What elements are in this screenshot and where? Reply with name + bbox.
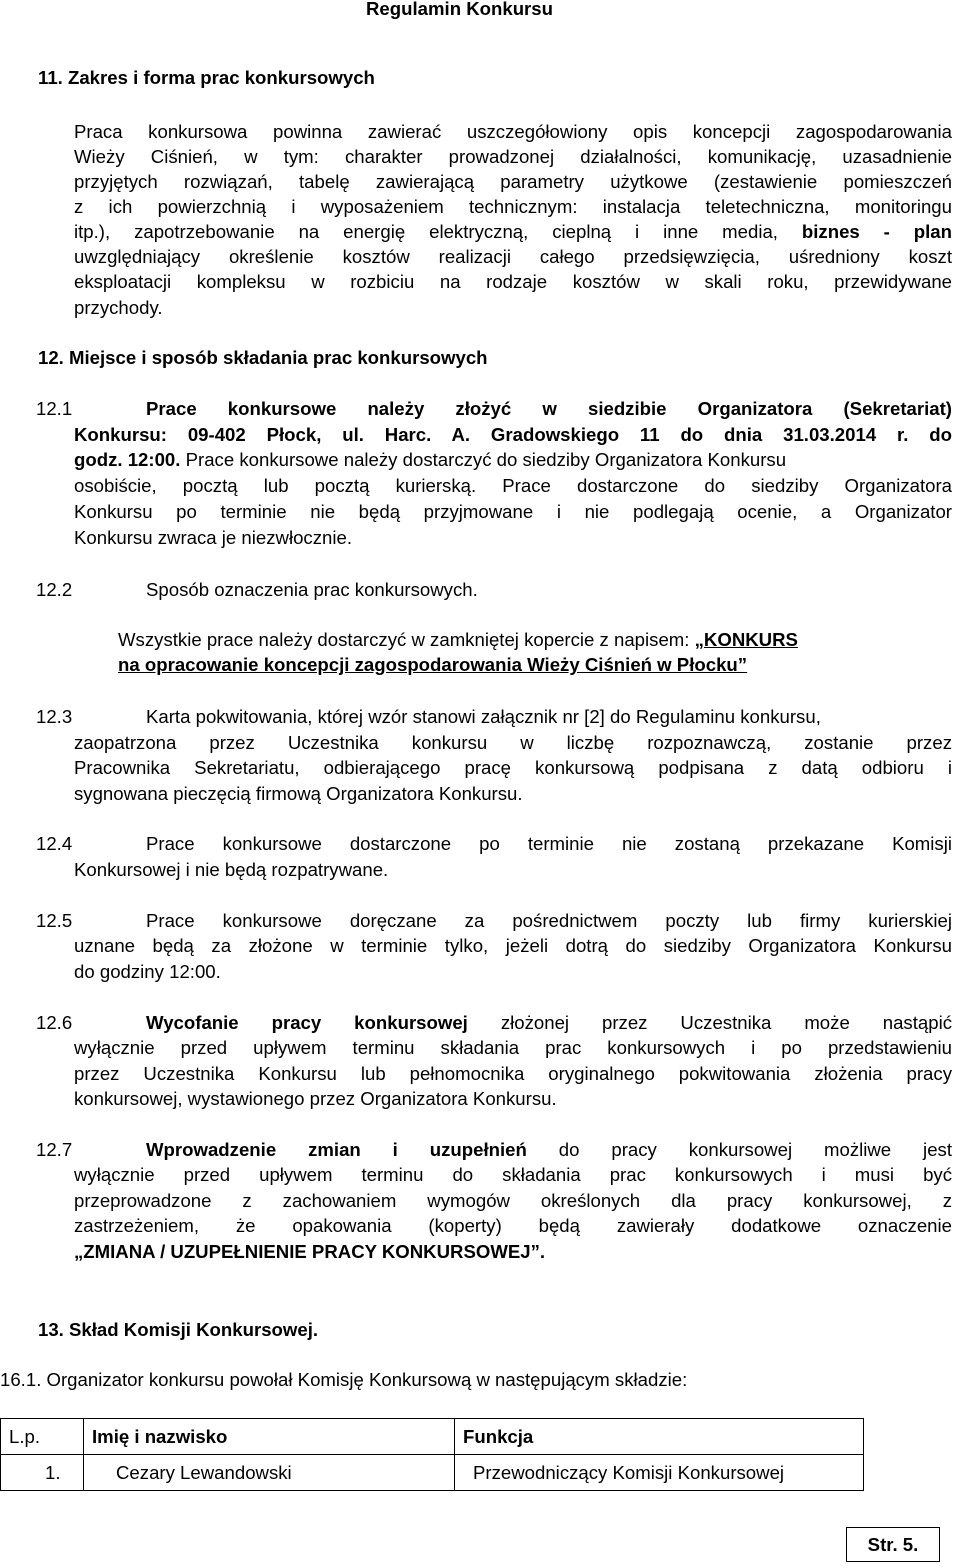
item-text: Konkursu zwraca je niezwłocznie. [74, 527, 352, 548]
paragraph-line: Wieży Ciśnień, w tym: charakter prowadzonej działalności, komunikację, uzasadnienie [74, 146, 952, 167]
item-text: przez Uczestnika Konkursu lub pełnomocnika oryginalnego pokwitowania złożenia pracy [74, 1063, 952, 1084]
bold-text: Wycofanie pracy konkursowej [146, 1012, 468, 1033]
page-title: Regulamin Konkursu [366, 0, 553, 19]
table-header-cell: L.p. [1, 1419, 84, 1455]
item-text: przeprowadzone z zachowaniem wymogów określonych dla pracy konkursowej, z [74, 1190, 952, 1211]
table-cell: Przewodniczący Komisji Konkursowej [455, 1455, 864, 1491]
paragraph-line: z ich powierzchnią i wyposażeniem technicznym: instalacja teletechniczna, monitoringu [74, 196, 952, 217]
bold-text: Wprowadzenie zmian i uzupełnień [146, 1139, 527, 1160]
item-text: wyłącznie przed upływem terminu składania prac konkursowych i po przedstawieniu [74, 1037, 952, 1058]
table-header-cell: Funkcja [455, 1419, 864, 1455]
item-number: 12.2 [36, 579, 73, 600]
bold-text: godz. 12:00. [74, 449, 181, 470]
item-text: Prace konkursowe dostarczone po terminie nie zostaną przekazane Komisji [146, 833, 952, 854]
table-row [1, 1455, 864, 1491]
item-number: 12.6 [36, 1012, 73, 1033]
item-number: 12.1 [36, 398, 73, 419]
item-number: 12.5 [36, 910, 73, 931]
paragraph-line: uwzględniający określenie kosztów realizacji całego przedsięwzięcia, uśredniony koszt [74, 246, 952, 267]
item-text: do godziny 12:00. [74, 961, 221, 982]
item-text: uznane będą za złożone w terminie tylko, jeżeli dotrą do siedziby Organizatora Konkursu [74, 935, 952, 956]
item-text: zastrzeżeniem, że opakowania (koperty) będą zawierały dodatkowe oznaczenie [74, 1215, 952, 1236]
section-12-heading: 12. Miejsce i sposób składania prac konkursowych [38, 347, 488, 368]
item-text [146, 1138, 952, 1162]
table-cell: Cezary Lewandowski [84, 1455, 455, 1491]
item-text: „ZMIANA / UZUPEŁNIENIE PRACY KONKURSOWEJ”. [74, 1241, 546, 1262]
item-text: konkursowej, wystawionego przez Organizatora Konkursu. [74, 1088, 557, 1109]
item-text [146, 1011, 952, 1035]
item-text: Konkursu: 09-402 Płock, ul. Harc. A. Gradowskiego 11 do dnia 31.03.2014 r. do [74, 424, 952, 445]
paragraph-line: Praca konkursowa powinna zawierać uszczegółowiony opis koncepcji zagospodarowania [74, 121, 952, 142]
item-text-plain: Wszystkie prace należy dostarczyć w zamkniętej kopercie z napisem: [118, 629, 690, 650]
item-text: Konkursu po terminie nie będą przyjmowane i nie podlegają ocenie, a Organizator [74, 501, 952, 522]
paragraph-line: przyjętych rozwiązań, tabelę zawierającą parametry użytkowe (zestawienie pomieszczeń [74, 171, 952, 192]
paragraph-line: eksploatacji kompleksu w rozbiciu na rodzaje kosztów w skali roku, przewidywane [74, 271, 952, 292]
paragraph-text: itp.), zapotrzebowanie na energię elektryczną, cieplną i inne media, [74, 221, 778, 242]
item-text: osobiście, pocztą lub pocztą kurierską. Prace dostarczone do siedziby Organizatora [74, 475, 952, 496]
item-text-rest: do pracy konkursowej możliwe jest [526, 1139, 952, 1160]
table-header-row [1, 1419, 864, 1455]
item-text: sygnowana pieczęcią firmową Organizatora Konkursu. [74, 783, 523, 804]
section-11-heading: 11. Zakres i forma prac konkursowych [38, 67, 375, 88]
item-number: 12.7 [36, 1139, 73, 1160]
item-text [74, 448, 952, 472]
bold-text: biznes - plan [801, 221, 953, 242]
item-text-rest: złożonej przez Uczestnika może nastąpić [467, 1012, 952, 1033]
paragraph-line [74, 220, 952, 244]
commission-table [0, 1418, 864, 1491]
table-header-cell: Imię i nazwisko [84, 1419, 455, 1455]
section-13-heading: 13. Skład Komisji Konkursowej. [38, 1319, 319, 1340]
item-text-rest: Prace konkursowe należy dostarczyć do siedziby Organizatora Konkursu [180, 449, 787, 470]
bold-underline-text: „KONKURS [694, 629, 798, 650]
item-text: Prace konkursowe należy złożyć w siedzibie Organizatora (Sekretariat) [146, 398, 952, 419]
table-cell: 1. [1, 1455, 84, 1491]
item-text: Pracownika Sekretariatu, odbierającego pracę konkursową podpisana z datą odbioru i [74, 757, 952, 778]
paragraph-line: przychody. [74, 297, 163, 318]
item-text: na opracowanie koncepcji zagospodarowania Wieży Ciśnień w Płocku” [118, 654, 748, 675]
item-text: Sposób oznaczenia prac konkursowych. [146, 579, 478, 600]
item-text: zaopatrzona przez Uczestnika konkursu w liczbę rozpoznawczą, zostanie przez [74, 732, 952, 753]
item-text: Prace konkursowe doręczane za pośrednictwem poczty lub firmy kurierskiej [146, 910, 952, 931]
item-text [118, 628, 798, 652]
item-number: 12.3 [36, 706, 73, 727]
item-number: 12.4 [36, 833, 73, 854]
page-number-box: Str. 5. [846, 1527, 940, 1562]
item-text: Konkursowej i nie będą rozpatrywane. [74, 859, 389, 880]
item-text: wyłącznie przed upływem terminu do składania prac konkursowych i musi być [74, 1164, 952, 1185]
item-text: Karta pokwitowania, której wzór stanowi załącznik nr [2] do Regulaminu konkursu, [146, 706, 821, 727]
section-13-intro: 16.1. Organizator konkursu powołał Komisję Konkursową w następującym składzie: [0, 1369, 688, 1390]
